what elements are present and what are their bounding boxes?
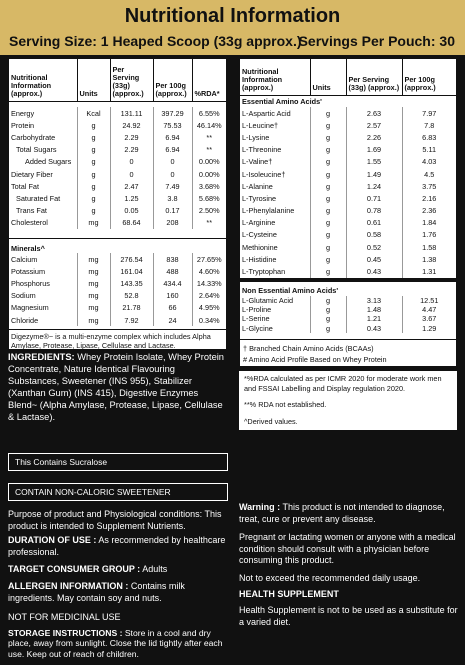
amino-name: L-Histidine (240, 253, 310, 265)
amino-name: L-Valine† (240, 156, 310, 168)
nutrient-per-serving: 68.64 (110, 217, 153, 229)
amino-unit: g (310, 107, 346, 119)
amino-per-100g: 4.5 (424, 169, 435, 179)
table-row (240, 253, 456, 265)
amino-name: Methionine (240, 241, 310, 253)
warning (239, 502, 459, 525)
purpose: Purpose of product and Physiological conditions: This product is intended to Supplement Nutrients. (8, 509, 222, 531)
warning-text: This product is not intended to diagnose, treat, cure or prevent any disease. (239, 502, 445, 524)
nutrient-per-100g: 0.17 (153, 205, 192, 217)
mineral-unit: mg (77, 253, 110, 265)
mineral-per-100g: 160 (153, 290, 192, 302)
amino-unit: g (310, 144, 346, 156)
amino-per-100g: 4.03 (422, 157, 437, 167)
table-row (9, 217, 226, 229)
nutrient-per-serving: 1.25 (110, 192, 153, 204)
mineral-name: Calcium (9, 253, 77, 265)
mineral-rda: 2.64% (198, 291, 220, 301)
health-supplement-label (239, 589, 459, 601)
amino-per-100g: 5.11 (422, 145, 437, 155)
amino-unit: g (310, 296, 346, 305)
amino-per-serving: 0.78 (346, 205, 402, 217)
amino-name: L-Leucine† (240, 119, 310, 131)
nutrient-per-100g: 0 (153, 156, 192, 168)
table-row (240, 324, 456, 333)
nutrient-unit: g (77, 144, 110, 156)
amino-per-100g: 1.58 (422, 242, 437, 252)
amino-unit: g (310, 131, 346, 143)
allergen-text: Contains milk ingredients. May contain soy and nuts. (8, 581, 185, 603)
amino-per-serving: 1.69 (346, 144, 402, 156)
digezyme-note: Digezyme®~ is a multi-enzyme complex which includes Alpha Amylase, Protease, Lipase, Cellulase and Lactase. (9, 329, 226, 354)
minerals-title: Minerals^ (11, 243, 45, 253)
nutrient-per-100g: 7.49 (153, 180, 192, 192)
nutrient-rda: ** (206, 132, 213, 142)
amino-per-100g: 2.16 (422, 193, 437, 203)
nutrient-per-serving: 0 (110, 168, 153, 180)
table-row (240, 131, 456, 143)
amino-per-serving: 0.58 (346, 229, 402, 241)
mineral-name: Magnesium (9, 302, 77, 314)
duration-text: As recommended by healthcare professional. (8, 535, 226, 557)
table-row (240, 217, 456, 229)
nutrient-unit: g (77, 168, 110, 180)
amino-unit: g (310, 265, 346, 277)
storage-label: STORAGE INSTRUCTIONS : (8, 628, 123, 638)
sucralose-box: This Contains Sucralose (8, 453, 228, 471)
amino-unit: g (310, 305, 346, 314)
nutrient-unit: g (77, 192, 110, 204)
bcaa-note: † Branched Chain Amino Acids (BCAAs) (240, 339, 456, 353)
mineral-name: Chloride (9, 314, 77, 326)
nutrition-table-left (8, 58, 227, 265)
nutrient-per-serving: 0 (110, 156, 153, 168)
amino-per-100g: 2.36 (422, 206, 437, 216)
amino-per-100g: 1.84 (422, 218, 437, 228)
nutrient-name: Saturated Fat (9, 192, 77, 204)
header-rda: %RDA* (194, 89, 220, 99)
mineral-rda: 27.65% (196, 254, 222, 264)
amino-unit: g (310, 168, 346, 180)
header-amino-units: Units (310, 59, 346, 95)
nutrient-per-serving: 2.29 (110, 131, 153, 143)
table-row (9, 314, 226, 326)
amino-name: L-Serine (240, 314, 310, 323)
amino-table (239, 58, 457, 279)
nutrient-unit: g (77, 131, 110, 143)
amino-name: L-Phenylalanine (240, 205, 310, 217)
amino-per-100g: 1.31 (422, 267, 437, 277)
nonessential-title: Non Essential Amino Acids' (242, 286, 339, 295)
amino-per-serving: 3.13 (346, 296, 402, 305)
not-established-note: **% RDA not established. (244, 400, 327, 410)
mineral-per-serving: 161.04 (110, 265, 153, 277)
nutrient-rda: 5.68% (198, 193, 220, 203)
table-row (9, 119, 226, 131)
table-row (240, 314, 456, 323)
table-row (9, 156, 226, 168)
minerals-table (8, 238, 227, 350)
table-row (240, 265, 456, 277)
table-row (9, 205, 226, 217)
nutrient-per-100g: 0 (153, 168, 192, 180)
header-units: Units (77, 59, 110, 101)
mineral-rda: 4.95% (198, 303, 220, 313)
amino-per-serving: 1.55 (346, 156, 402, 168)
mineral-unit: mg (77, 302, 110, 314)
amino-per-100g: 1.29 (422, 323, 437, 333)
nutrient-name: Total Sugars (9, 144, 77, 156)
amino-per-100g: 7.97 (422, 108, 437, 118)
nutrient-name: Dietary Fiber (9, 168, 77, 180)
amino-per-100g: 7.8 (424, 120, 435, 130)
amino-per-serving: 1.48 (346, 305, 402, 314)
amino-name: L-Tryptophan (240, 265, 310, 277)
storage-text: Store in a cool and dry place, away from sunlight. Close the lid tightly after each use. Keep out of reach of children. (8, 628, 223, 659)
mineral-unit: mg (77, 290, 110, 302)
mineral-per-serving: 143.35 (110, 277, 153, 289)
nutrient-name: Trans Fat (9, 205, 77, 217)
nutrient-per-100g: 3.8 (153, 192, 192, 204)
page-title: Nutritional Information (124, 5, 341, 27)
header-bar (0, 0, 465, 55)
table-row (240, 119, 456, 131)
nutrient-unit: g (77, 205, 110, 217)
table-row (240, 180, 456, 192)
essential-title: Essential Amino Acids' (242, 96, 322, 106)
mineral-per-serving: 7.92 (110, 314, 153, 326)
amino-per-serving: 2.63 (346, 107, 402, 119)
amino-name: L-Arginine (240, 217, 310, 229)
nutrient-name: Protein (9, 119, 77, 131)
amino-unit: g (310, 180, 346, 192)
mineral-per-100g: 434.4 (153, 277, 192, 289)
amino-per-serving: 2.57 (346, 119, 402, 131)
amino-per-100g: 1.76 (422, 230, 437, 240)
health-supplement-title: HEALTH SUPPLEMENT (239, 589, 339, 599)
target-label: TARGET CONSUMER GROUP : (8, 564, 141, 574)
table-row (240, 305, 456, 314)
amino-name: L-Cysteine (240, 229, 310, 241)
amino-per-serving: 0.52 (346, 241, 402, 253)
amino-name: L-Glycine (240, 324, 310, 333)
nutrient-unit: mg (77, 217, 110, 229)
header-nutrition: Nutritional Information (approx.) (9, 59, 77, 101)
nutrient-per-serving: 0.05 (110, 205, 153, 217)
nutrient-unit: g (77, 119, 110, 131)
header-per-serving: Per Serving (33g) (approx.) (110, 59, 153, 101)
mineral-unit: mg (77, 277, 110, 289)
amino-unit: g (310, 314, 346, 323)
amino-unit: g (310, 205, 346, 217)
nutrient-per-serving: 131.11 (110, 107, 153, 119)
table-row (240, 229, 456, 241)
table-row (240, 296, 456, 305)
amino-unit: g (310, 324, 346, 333)
sweetener-box: CONTAIN NON-CALORIC SWEETENER (8, 483, 228, 501)
nutrient-unit: Kcal (77, 107, 110, 119)
amino-per-serving: 0.43 (346, 265, 402, 277)
amino-per-serving: 1.49 (346, 168, 402, 180)
nutrient-name: Carbohydrate (9, 131, 77, 143)
nutrient-per-serving: 24.92 (110, 119, 153, 131)
nutrient-per-100g: 6.94 (153, 144, 192, 156)
mineral-rda: 14.33% (196, 278, 222, 288)
rda-note: *%RDA calculated as per ICMR 2020 for moderate work men and FSSAI Labelling and Display regulation 2020. (244, 374, 442, 394)
mineral-name: Phosphorus (9, 277, 77, 289)
amino-per-100g: 3.67 (422, 314, 437, 324)
target-text: Adults (142, 564, 168, 574)
header-amino-nutrition: Nutritional Information (approx.) (240, 59, 310, 95)
health-supplement-text: Health Supplement is not to be used as a substitute for a varied diet. (239, 605, 458, 627)
amino-per-serving: 1.21 (346, 314, 402, 323)
table-row (240, 168, 456, 180)
amino-name: L-Lysine (240, 131, 310, 143)
allergen (8, 581, 228, 604)
storage (8, 628, 228, 659)
nutrient-unit: g (77, 156, 110, 168)
amino-unit: g (310, 229, 346, 241)
amino-unit: g (310, 192, 346, 204)
table-row (240, 107, 456, 119)
allergen-label: ALLERGEN INFORMATION : (8, 581, 129, 591)
table-row (9, 168, 226, 180)
header-amino-per-100g: Per 100g (approx.) (404, 75, 436, 93)
nutrient-rda: 0.00% (198, 169, 220, 179)
ingredients-text: Whey Protein Isolate, Whey Protein Concentrate, Nature Identical Flavouring Substances, Sweetener (INS 955), Stabilizer (Xanthan Gum) (INS 415), Digestive Enzymes Blend~ (Alpha Amylase, Protease, Lipase, Cellulase & Lactase). (8, 352, 224, 423)
table-row (9, 253, 226, 265)
amino-name: L-Glutamic Acid (240, 296, 310, 305)
nutrient-rda: 2.50% (198, 206, 220, 216)
table-row (9, 265, 226, 277)
nutrient-per-serving: 2.29 (110, 144, 153, 156)
nutrient-per-100g: 208 (153, 217, 192, 229)
target-group (8, 564, 228, 576)
rda-notes (239, 371, 457, 430)
mineral-unit: mg (77, 314, 110, 326)
nutrient-rda: ** (206, 218, 213, 228)
mineral-per-100g: 24 (153, 314, 192, 326)
table-row (9, 180, 226, 192)
amino-per-100g: 6.83 (422, 132, 437, 142)
not-medicinal: NOT FOR MEDICINAL USE (8, 612, 121, 622)
amino-unit: g (310, 253, 346, 265)
amino-unit: g (310, 119, 346, 131)
nutrient-per-100g: 75.53 (153, 119, 192, 131)
table-row (9, 107, 226, 119)
amino-name: L-Threonine (240, 144, 310, 156)
header-per-100g: Per 100g (approx.) (153, 59, 192, 101)
nonessential-table (239, 281, 457, 367)
amino-per-100g: 3.75 (422, 181, 437, 191)
amino-per-serving: 0.61 (346, 217, 402, 229)
amino-per-serving: 0.45 (346, 253, 402, 265)
amino-per-100g: 12.51 (420, 296, 439, 306)
duration (8, 535, 228, 558)
table-row (9, 302, 226, 314)
table-row (9, 144, 226, 156)
amino-unit: g (310, 156, 346, 168)
nutrient-name: Cholesterol (9, 217, 77, 229)
nutrient-per-100g: 6.94 (153, 131, 192, 143)
amino-name: L-Tyrosine (240, 192, 310, 204)
profile-note: # Amino Acid Profile Based on Whey Protein (243, 354, 387, 364)
mineral-unit: mg (77, 265, 110, 277)
duration-label: DURATION OF USE : (8, 535, 97, 545)
nutrient-rda: 46.14% (196, 120, 222, 130)
amino-per-serving: 2.26 (346, 131, 402, 143)
ingredients (8, 351, 228, 423)
nutrient-rda: 0.00% (198, 157, 220, 167)
nutrient-per-serving: 2.47 (110, 180, 153, 192)
ingredients-label: INGREDIENTS: (8, 352, 75, 362)
mineral-rda: 0.34% (198, 315, 220, 325)
table-row (9, 131, 226, 143)
nutrient-name: Energy (9, 107, 77, 119)
mineral-per-100g: 488 (153, 265, 192, 277)
table-row (240, 156, 456, 168)
serving-size: Serving Size: 1 Heaped Scoop (33g approx.) (9, 33, 302, 49)
amino-name: L-Proline (240, 305, 310, 314)
amino-unit: g (310, 217, 346, 229)
table-row (9, 192, 226, 204)
derived-note: ^Derived values. (244, 416, 298, 426)
amino-per-100g: 1.38 (422, 254, 437, 264)
not-exceed-note: Not to exceed the recommended daily usage. (239, 573, 421, 583)
nutrient-unit: g (77, 180, 110, 192)
mineral-per-100g: 838 (153, 253, 192, 265)
mineral-per-serving: 21.78 (110, 302, 153, 314)
warning-label: Warning : (239, 502, 281, 512)
nutrient-name: Total Fat (9, 180, 77, 192)
header-amino-per-serving: Per Serving (33g) (approx.) (346, 59, 402, 95)
table-row (240, 192, 456, 204)
amino-unit: g (310, 241, 346, 253)
nutrient-rda: ** (206, 145, 213, 155)
mineral-per-serving: 52.8 (110, 290, 153, 302)
table-row (240, 205, 456, 217)
nutrient-per-100g: 397.29 (153, 107, 192, 119)
nutrient-rda: 3.68% (198, 181, 220, 191)
amino-per-serving: 0.71 (346, 192, 402, 204)
table-row (9, 277, 226, 289)
nutrient-rda: 6.55% (198, 108, 220, 118)
servings-per-pouch: Servings Per Pouch: 30 (298, 33, 455, 49)
amino-per-100g: 4.47 (422, 305, 437, 315)
amino-name: L-Isoleucine† (240, 168, 310, 180)
amino-name: L-Alanine (240, 180, 310, 192)
amino-per-serving: 1.24 (346, 180, 402, 192)
amino-per-serving: 0.43 (346, 324, 402, 333)
mineral-name: Potassium (9, 265, 77, 277)
pregnant-note: Pregnant or lactating women or anyone with a medical condition should consult with a physician before consuming this product. (239, 532, 456, 566)
mineral-per-serving: 276.54 (110, 253, 153, 265)
mineral-rda: 4.60% (198, 266, 220, 276)
mineral-name: Sodium (9, 290, 77, 302)
table-row (240, 144, 456, 156)
amino-name: L-Aspartic Acid (240, 107, 310, 119)
nutrient-name: Added Sugars (9, 156, 77, 168)
table-row (9, 290, 226, 302)
mineral-per-100g: 66 (153, 302, 192, 314)
table-row (240, 241, 456, 253)
